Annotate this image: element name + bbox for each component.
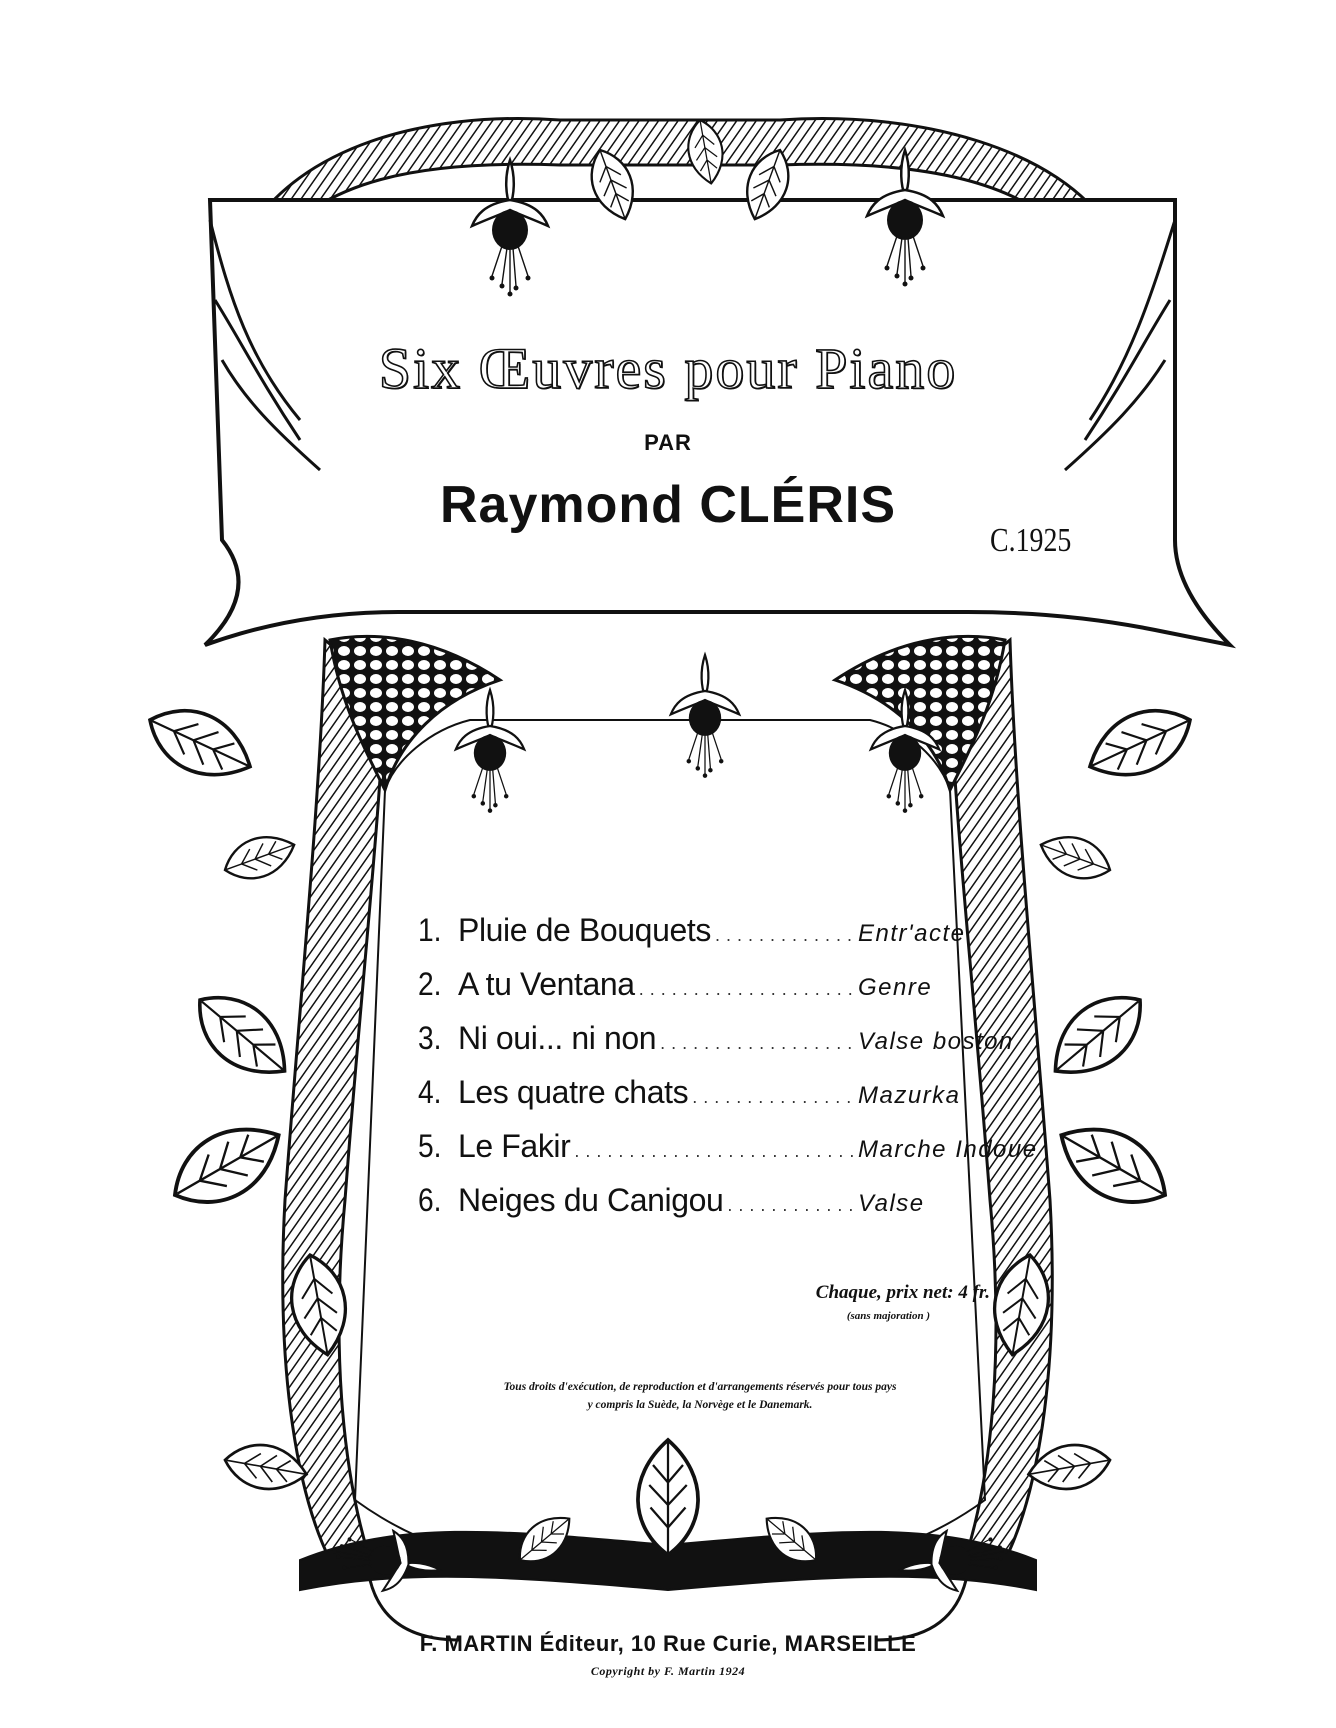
work-title: Pluie de Bouquets: [458, 912, 711, 948]
work-genre: Valse boston: [858, 1028, 1014, 1055]
dot-leader: [711, 925, 858, 946]
date-annotation: C.1925: [990, 522, 1072, 559]
work-genre: Mazurka: [858, 1082, 961, 1109]
price-note: (sans majoration ): [846, 1310, 930, 1322]
work-number: 6.: [418, 1182, 442, 1218]
work-title: Neiges du Canigou: [458, 1182, 724, 1218]
dot-leader: [688, 1087, 858, 1108]
list-item: [418, 1020, 1058, 1074]
rights-line-2: y compris la Suède, la Norvège et le Danemark.: [587, 1399, 813, 1411]
work-number: 4.: [418, 1074, 442, 1110]
dot-leader: [635, 979, 858, 1000]
work-number: 1.: [418, 912, 442, 948]
rights-notice: [420, 1378, 980, 1414]
work-number: 5.: [418, 1128, 442, 1164]
work-genre: Marche Indoue: [858, 1136, 1038, 1163]
publisher-line: F. MARTIN Éditeur, 10 Rue Curie, MARSEILLE: [419, 1631, 917, 1656]
work-title: Les quatre chats: [458, 1074, 689, 1110]
work-number: 2.: [418, 966, 442, 1002]
dot-leader: [723, 1195, 858, 1216]
work-genre: Valse: [858, 1190, 925, 1217]
dot-leader: [570, 1141, 858, 1162]
work-title: A tu Ventana: [458, 966, 635, 1002]
list-item: [418, 1074, 1058, 1128]
work-number: 3.: [418, 1020, 442, 1056]
work-title: Le Fakir: [458, 1128, 571, 1164]
works-list: [418, 912, 1058, 1236]
dot-leader: [656, 1033, 858, 1054]
price-line: Chaque, prix net: 4 fr.: [815, 1282, 990, 1303]
rights-line-1: Tous droits d'exécution, de reproduction et d'arrangements réservés pour tous pays: [503, 1381, 897, 1393]
cover-title: Six Œuvres pour Piano: [378, 336, 958, 401]
par-label: PAR: [644, 430, 692, 455]
list-item: [418, 1182, 1058, 1236]
copyright-line: Copyright by F. Martin 1924: [590, 1664, 746, 1678]
composer-name: Raymond CLÉRIS: [439, 476, 897, 534]
list-item: [418, 1128, 1058, 1182]
work-title: Ni oui... ni non: [458, 1020, 657, 1056]
list-item: [418, 912, 1058, 966]
list-item: [418, 966, 1058, 1020]
work-genre: Genre: [858, 974, 933, 1001]
work-genre: Entr'acte: [858, 920, 966, 947]
